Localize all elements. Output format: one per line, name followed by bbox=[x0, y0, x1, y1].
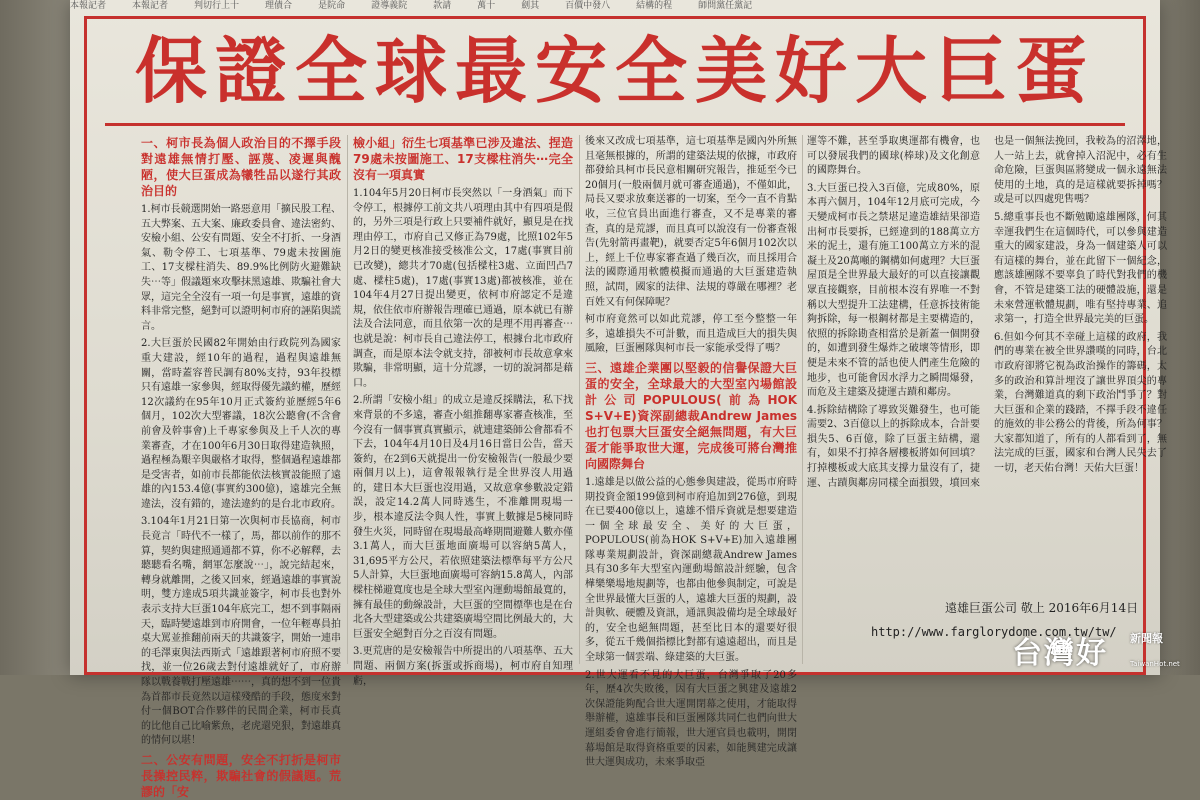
watermark-side-text: 新聞報 bbox=[1130, 632, 1163, 645]
paragraph: 3.更荒唐的是安檢報告中所提出的八項基準、五大問題、兩個方案(拆蛋或拆商場)，柯市府自知理虧， bbox=[353, 646, 573, 687]
top-strip bbox=[70, 0, 1160, 14]
column-divider bbox=[579, 135, 580, 664]
section-2-continued-title: 檢小組」衍生七項基準已涉及違法、捏造79處未按圖施工、17支樑柱消失⋯完全沒有一項真實 bbox=[353, 136, 573, 182]
headline: 保證全球最安全美好大巨蛋 bbox=[134, 28, 1095, 113]
watermark-english: TaiwanHot.net bbox=[1130, 660, 1180, 668]
column-2 bbox=[353, 135, 573, 687]
website-url: http://www.farglorydome.com.tw/tw/ bbox=[871, 625, 1117, 639]
column-divider bbox=[802, 135, 803, 664]
paragraph: 2.所謂「安檢小組」的成立是違反採購法，私下找來背景的不多遠，審查小組推翻專家審查核准，至今沒有一個事實真實顯示，就連建築師公會都看不下去，104年4月10日及4月16日當日公告，當天簽約，在2到6天就提出一份安檢報告(一般最少要兩個月以上)，這會報報執行是全世界沒人用過的，建日本大巨蛋也沒用過，又故意拿參數設定錯誤，設定14.2萬人同時逃生，不准離開現場一步，根本違反法令與人性，事實上數據是5楝同時發生火災，同時留在現場最高峰期間避難人數亦僅3.1萬人，而大巨蛋地面廣場可以容納5萬人，31,695平方公尺，若依照建築法標準每平方公尺5人計算，大巨蛋地面廣場可容納15.8萬人，內部樑柱梯避寬度也是全球大型室內運動場館最寬的，擁有最佳的動線設計，大巨蛋的空間標準也是在台北各大型建築或公共建築廣場空間比例最大的，大巨蛋安全絕對百分之百沒有問題。 bbox=[353, 395, 573, 640]
paragraph: 2.世大運看不見的大巨蛋，台灣爭取了20多年，歷4次失敗後，因有大巨蛋之興建及遠雄2次保證能夠配合世大運開閉幕之使用，才能取得舉辦權，遠雄事長和巨蛋團隊共同仁也們向世大運組委會會進行簡報，世大運官員也載明，開閉幕場館是取得資格重要的因素，如能興建完成讓世大運與成功，未來爭取亞 bbox=[585, 669, 797, 769]
section-2-title: 二、公安有問題，安全不打折是柯市長操控民粹，欺騙社會的假議題。荒謬的「安 bbox=[141, 752, 341, 799]
top-strip-item: 判切行上十 bbox=[194, 1, 240, 11]
signature: 遠雄巨蛋公司 敬上 2016年6月14日 bbox=[945, 601, 1139, 615]
top-strip-item: 結構的程 bbox=[636, 1, 673, 11]
watermark-logo-text: 台灣好 bbox=[1012, 636, 1108, 671]
top-strip-item: 萬十 bbox=[477, 1, 496, 11]
section-3-title: 三、遠雄企業團以堅毅的信譽保證大巨蛋的安全，全球最大的大型室內場館設計公司POPULOUS(前為HOK S+V+E)資深副總裁Andrew James也打包票大巨蛋安全絕無問題，有大巨蛋才能爭取世大運，完成後可將台灣推向國際舞台 bbox=[585, 360, 797, 471]
paragraph: 後來又改成七項基準，這七項基準是國內外所無且毫無根據的，所謂的建築法規的依據，市政府都發給具柯市長民意相關研究報告，推延至今已20個月(一般兩個月就可審查通過)，不僅如此，局長又要求放棄送審的一切案，至今一直不肯點收，三位官員出面進行審查，又不是專業的審查，真的是荒謬，而且真可以說沒有一份審查報告(先射箭再畫靶)，就要否定5年6個月102次以上，經上千位專家審查過了幾百次，而且採用合法的國際通用軟體模擬而通過的大巨蛋建造執照，試問，國家的法律、法規的尊嚴在哪裡？老百姓又有何保障呢？ bbox=[585, 136, 797, 308]
paragraph: 1.104年5月20日柯市長突然以「一身酒氣」而下令停工，根據停工前文共八項理由其中有四項是假的，另外三項是行政上只要補件就好，顯見是在找理由停工，市府自己又修正為79處，比照102年5月2日的變更核准接受核准公文，17處(事實目前已改變)，總共才70處(包括樑柱3處、立面凹凸7處、樑柱5處)，17處(事實13處)都被核准，並在104年4月27日提出變更，依柯市府認定不是違規，依住依市府辦報告理確已通過，原本就已有辦法及合法同意，而且依第一次的是理不用再審查⋯也就是說：柯市長自己違法停工，根據台北市政府調查，而是原本法令就支持，卻被柯市長故意拿來欺騙，非常明顯，這十分荒謬，一切的說詞都是藉口。 bbox=[353, 188, 573, 389]
top-strip-item: 百價中發八 bbox=[565, 1, 611, 11]
top-strip-item: 本報記者 bbox=[132, 1, 169, 11]
column-4 bbox=[807, 135, 1167, 602]
paragraph: 1.遠雄是以做公益的心態參與建設，從馬市府時期投資金額199億到柯市府追加到276億，到現在已要400億以上，遠雄不惜斥資就是想要建造一個全球最安全、美好的大巨蛋，POPULOUS(前為HOK S+V+E)加入遠雄團隊專業規劃設計，資深副總裁Andrew James具有30多年大型室內運動場館設計經驗，包含樺樂樂場地規劃等，也都由他參與制定，可說是全世界最懂大巨蛋的人，遠雄大巨蛋的規劃，設計與軟、硬體及資訊，通訊與設備均是全球最好的，安全也絕無問題，甚至比日本的還要好很多，從五千幾個指標比對都有遠遠超出，而且是全球第一個雲端、綠建築的大巨蛋。 bbox=[585, 476, 797, 664]
paragraph: 6.但如今何其不幸碰上這樣的政府，我們的專業在被全世界讚嘆的同時，台北市政府卻將它視為政治操作的籌碼，太多的政治和算計埋沒了讓世界頂尖的專業，台灣難道真的剩下政治鬥爭了？對大巨蛋和企業的踐踏，不擇手段不違任的施效的非公務公的背後，所為何事？大家都知道了，所有的人都看到了，無法完成的巨蛋，國家和台灣人民失去了一切，老天佑台灣！天佑大巨蛋！ bbox=[994, 331, 1167, 475]
column-divider bbox=[347, 135, 348, 664]
top-strip-item: 師問黨任黨記 bbox=[698, 1, 753, 11]
paragraph: 2.大巨蛋於民國82年開始由行政院列為國家重大建設，經10年的過程，過程與遠雄無關，當時蓋容普民調有80%支持，93年投標只有遠雄一家參與，經取得優先議約權，歷經12次議約在95年10月正式簽約並歷經5年6個月，102次大型審議，18次公聽會(不含會前會及幹事會)上千專家參與及上千人次的專業審查，才在100年6月30日取得建造執照，過程極為艱辛與嚴格才取得，整個過程遠雄都是受害者，如前市長都能依法核實設能照了遠雄的內153.4億(事實約300億)，遠雄完全無違法，沒有錯的，違法違約的是台北市政府。 bbox=[141, 338, 341, 510]
paragraph: 5.總重事長也不斷勉勵遠雄團隊，何其幸運我們生在這個時代，可以參與建造重大的國家建設，身為一個建築人可以有這樣的舞台，並在此留下一個紀念，應該雄團隊不要辜負了時代對我們的機會，不管是建築工法的硬體設施，還是未來營運軟體規劃，唯有堅持專業、追求第一，打造全世界最完美的巨蛋。 bbox=[994, 211, 1167, 326]
paragraph: 柯市府竟然可以如此荒謬，停工至今整整一年多，遠雄損失不可計數，而且造成巨大的損失與風險，巨蛋團隊與柯市長一家能承受得了嗎？ bbox=[585, 314, 797, 355]
paragraph: 3.104年1月21日第一次與柯市長協商，柯市長竟言「時代不一樣了，馬，都以前作的那不算，契約與建照通通都不算，你不必解釋，去聽聽看名嘴，網軍怎麼說⋯」，說完結起來，轉身就離開，之後又回來，經過遠雄的事實說明，雙方達成5項共識並簽字，柯市長也對外表示支持大巨蛋104年底完工，想不到事隔兩天，臨時變遠雄到市府開會，一位年輕專員拍桌大罵並推翻前兩天的共識簽字，開始一連串的毛澤東與法西斯式「遠雄跟著柯市府照不要找，並一位26歲去對付遠雄就好了，市府辦隊以戰養戰打壓遠雄⋯⋯，真的想不到一位貴為首都市長竟然以這樣殘酷的手段，態度來對付一個BOT合作夥伴的民間企業，柯市長真的比他自己比喻紫魚，老虎還兇狠，對遠雄真的情何以堪！ bbox=[141, 516, 341, 747]
top-strip-item: 本報記者 bbox=[70, 1, 107, 11]
headline-rule bbox=[105, 123, 1125, 126]
paragraph: 運等不難，甚至爭取奧運都有機會，也可以發展我們的國球(棒球)及文化創意的國際舞台。 bbox=[807, 136, 980, 177]
top-strip-item: 理債合 bbox=[265, 1, 293, 11]
top-strip-item: 劍其 bbox=[521, 1, 540, 11]
top-strip-item: 是院命 bbox=[318, 1, 346, 11]
column-1 bbox=[141, 135, 341, 799]
paragraph: 4.拆除結構除了導致災難發生，也可能需要2、3百億以上的拆除成本，合計要損失5、6百億，除了巨蛋主結構，還有，如果不打掉各層樓板將如何回填？打掉樓板或大底其支撐力量沒有了，捷運、古蹟與鄰房同樣全面損毀，墳回來也是一個無法挽回，我較為的沼澤地，人一站上去，就會掉入沼泥中，必有生命危險，巨蛋與區將變成一個永遠無法使用的土地，真的是這樣就要拆掉嗎？或是可以四處兜售嗎？ bbox=[807, 136, 1167, 489]
top-strip-item: 款請 bbox=[433, 1, 452, 11]
watermark-logo bbox=[1012, 628, 1188, 672]
paragraph: 1.柯市長競選開始一路惡意用「擴民股工程、五大弊案、五大案、廉政委員會、違法密約、安檢小組、公安有問題、安全不打折、一身酒氣、勒令停工、七項基準、79處未按圖施工、17支樑柱消失、89.9%比例防火避難缺失⋯等」假議題來攻擊抹黑遠雄、欺騙社會大眾，這完全全沒有一項一句是事實，遠雄的資料非常完整，絕對可以證明柯市府的誣陷與謊言。 bbox=[141, 204, 341, 332]
paragraph: 3.大巨蛋已投入3百億，完成80%，原本再六個月，104年12月底可完成，今天變成柯市長之禁堪足違造雄結果卻造出柯市長要拆，已經違到的188萬立方米的泥土，還有施工100萬立方米的混凝土及20萬噸的鋼構如何處理？大巨蛋屋頂是全世界最大最好的可以直接讓觀眾直接觀察，目前根本沒有界唯一不對稱以大型提升工法建構，任意拆技術能夠拆除，每一根鋼材都是主要構造的，依照的拆除勘查相當於是新蓋一個開發的，如遭到發生爆炸之破壞等情形，即便是未來不管的話也使人們產生危險的地步，也可能會因水浮力之瞬間爆發，而危及主建築及捷運古蹟和鄰房。 bbox=[807, 182, 980, 399]
section-1-title: 一、柯市長為個人政治目的不擇手段對遠雄無情打壓、誣蔑、凌遲與醜陋，使大巨蛋成為犧牲品以遂行其政治目的 bbox=[141, 136, 341, 198]
top-strip-item: 證導義院 bbox=[371, 1, 408, 11]
column-3 bbox=[585, 135, 797, 769]
